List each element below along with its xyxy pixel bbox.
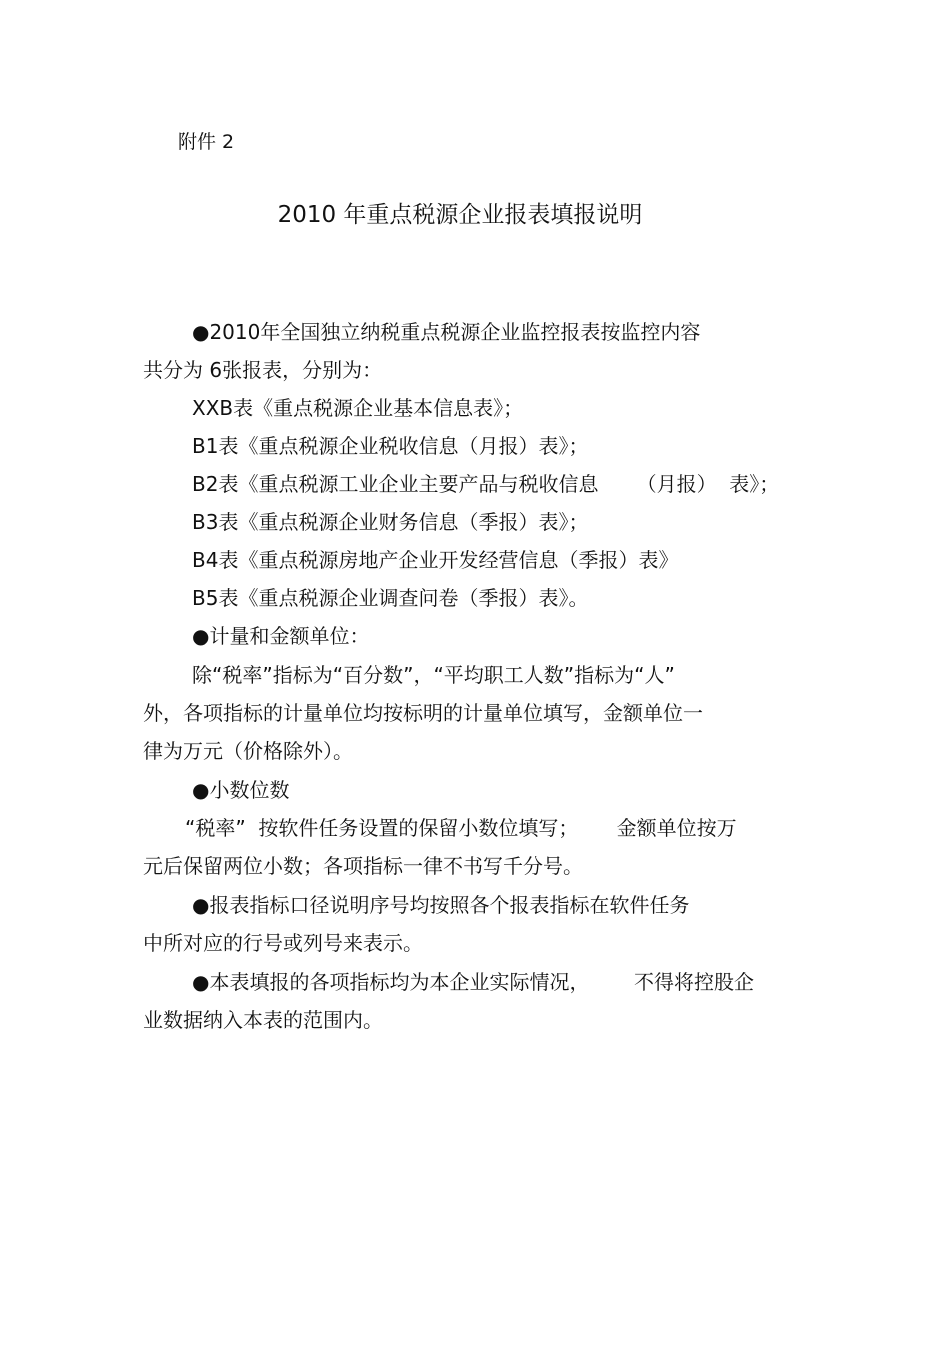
report-item-b2: B2表《重点税源工业企业主要产品与税收信息 （月报） 表》； [192,472,780,496]
index-paragraph-line-2: 中所对应的行号或列号来表示。 [143,931,423,955]
units-paragraph-line-3: 律为万元（价格除外）。 [143,739,353,763]
report-item-b1: B1表《重点税源企业税收信息（月报）表》； [192,434,589,458]
report-item-xxb: XXB表《重点税源企业基本信息表》； [192,396,524,420]
bullet-paragraph-1-line-2: 共分为 6张报表，分别为： [143,358,383,382]
scope-paragraph-line-1: ●本表填报的各项指标均为本企业实际情况， 不得将控股企 [192,970,754,994]
units-paragraph-line-2: 外，各项指标的计量单位均按标明的计量单位填写，金额单位一 [143,701,703,725]
decimals-paragraph-line-2: 元后保留两位小数；各项指标一律不书写千分号。 [143,854,583,878]
scope-paragraph-line-2: 业数据纳入本表的范围内。 [143,1008,383,1032]
report-item-b3: B3表《重点税源企业财务信息（季报）表》； [192,510,589,534]
bullet-paragraph-1-line-1: ●2010年全国独立纳税重点税源企业监控报表按监控内容 [192,320,701,344]
units-paragraph-line-1: 除“税率”指标为“百分数”，“平均职工人数”指标为“人” [192,663,675,687]
units-heading: ●计量和金额单位： [192,624,370,648]
report-item-b5: B5表《重点税源企业调查问卷（季报）表》。 [192,586,589,610]
decimals-heading: ●小数位数 [192,778,290,802]
attachment-label: 附件 2 [178,131,235,153]
decimals-paragraph-line-1: “税率” 按软件任务设置的保留小数位填写； 金额单位按万 [185,816,737,840]
report-item-b4: B4表《重点税源房地产企业开发经营信息（季报）表》 [192,548,679,572]
index-paragraph-line-1: ●报表指标口径说明序号均按照各个报表指标在软件任务 [192,893,690,917]
document-title: 2010 年重点税源企业报表填报说明 [277,202,643,228]
